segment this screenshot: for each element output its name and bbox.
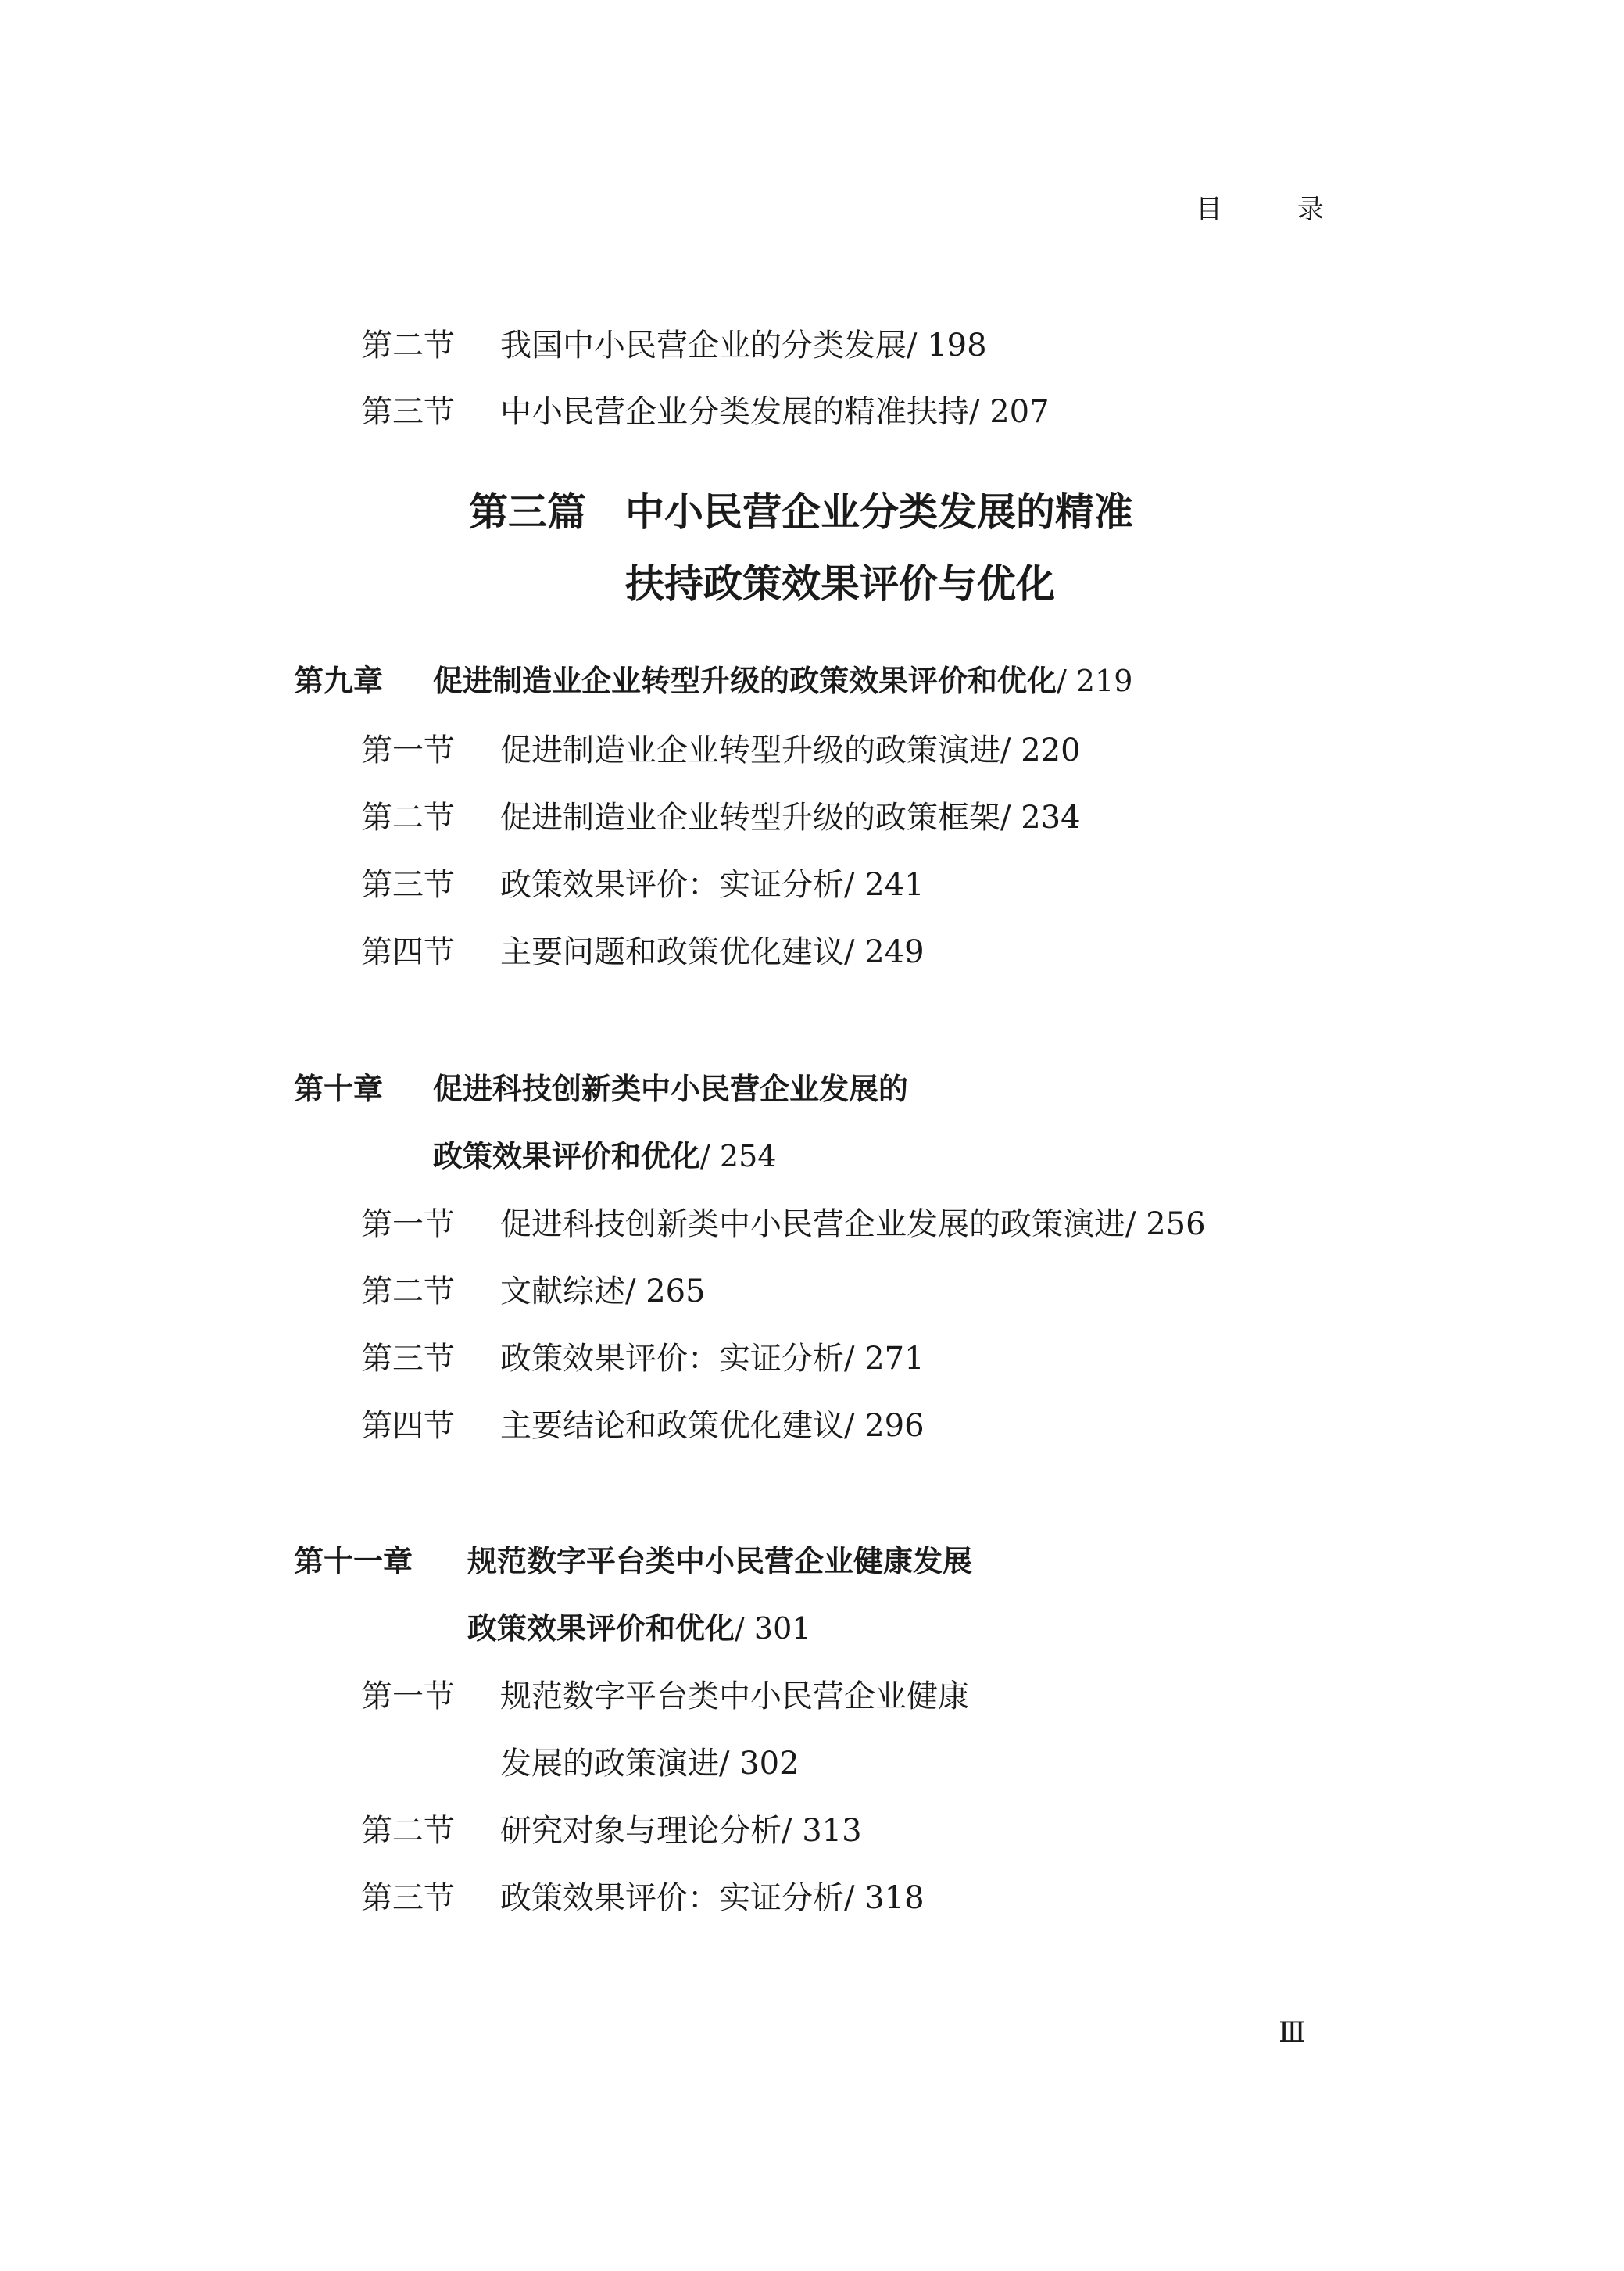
section-label: 第二节 [361, 1813, 455, 1849]
toc-section-entry [361, 396, 1050, 428]
section-title: 促进制造业企业转型升级的政策框架 [500, 800, 1000, 836]
part-label: 第三篇 [469, 489, 586, 535]
toc-section-entry-cont [500, 1746, 799, 1782]
section-label: 第三节 [361, 867, 455, 903]
section-title: 政策效果评价：实证分析 [500, 1341, 844, 1377]
toc-section-entry [361, 1882, 925, 1914]
section-title: 主要问题和政策优化建议 [500, 934, 844, 970]
part-title-text: 中小民营企业分类发展的精准 [625, 489, 1133, 535]
page-number: / 241 [844, 867, 925, 903]
page-number: / 198 [907, 328, 987, 364]
toc-section-entry [361, 1815, 862, 1847]
page-number: / 256 [1125, 1206, 1206, 1242]
section-title: 研究对象与理论分析 [500, 1813, 782, 1849]
toc-section-entry [361, 934, 925, 970]
chapter-title: 促进制造业企业转型升级的政策效果评价和优化 [433, 664, 1057, 698]
running-head-lu: 录 [1297, 194, 1324, 225]
section-label: 第四节 [361, 934, 455, 970]
toc-section-entry [361, 1678, 969, 1714]
section-title: 中小民营企业分类发展的精准扶持 [500, 394, 969, 430]
page-number: / 265 [625, 1273, 706, 1309]
chapter-label: 第九章 [294, 664, 384, 698]
page-number: / 296 [844, 1408, 925, 1444]
page-number: / 234 [1000, 800, 1081, 836]
toc-section-entry [361, 869, 925, 901]
section-label: 第四节 [361, 1408, 455, 1444]
section-title: 促进制造业企业转型升级的政策演进 [500, 733, 1000, 768]
page-number: / 207 [969, 394, 1050, 430]
section-title: 促进科技创新类中小民营企业发展的政策演进 [500, 1206, 1125, 1242]
toc-chapter-entry-cont [433, 1141, 776, 1171]
section-label: 第一节 [361, 1206, 455, 1242]
chapter-title: 促进科技创新类中小民营企业发展的 [433, 1072, 909, 1106]
section-title: 文献综述 [500, 1273, 625, 1309]
toc-chapter-entry [294, 666, 1132, 696]
section-label: 第二节 [361, 1273, 455, 1309]
toc-section-entry [361, 1206, 1206, 1242]
toc-chapter-entry [294, 1074, 908, 1104]
toc-section-entry [361, 1273, 706, 1309]
running-head [1196, 188, 1324, 226]
section-title: 政策效果评价：实证分析 [500, 1880, 844, 1916]
section-title: 政策效果评价：实证分析 [500, 867, 844, 903]
page-number: / 254 [700, 1139, 777, 1173]
toc-chapter-entry [294, 1546, 972, 1576]
page-number: / 219 [1057, 664, 1133, 698]
running-head-mu: 目 [1196, 194, 1222, 225]
page-number: / 220 [1000, 733, 1081, 768]
toc-chapter-entry-cont [467, 1611, 811, 1646]
section-label: 第三节 [361, 1880, 455, 1916]
page-number: / 302 [719, 1746, 799, 1782]
section-label: 第一节 [361, 1678, 455, 1714]
page-number: / 313 [782, 1813, 862, 1849]
section-title-cont: 发展的政策演进 [500, 1746, 719, 1782]
toc-section-entry [361, 800, 1081, 836]
page-folio: Ⅲ [1279, 2017, 1306, 2049]
chapter-label: 第十章 [294, 1072, 384, 1106]
section-label: 第二节 [361, 800, 455, 836]
chapter-title-cont: 政策效果评价和优化 [433, 1139, 701, 1173]
chapter-title-cont: 政策效果评价和优化 [467, 1611, 735, 1646]
toc-section-entry [361, 1341, 925, 1377]
section-label: 第三节 [361, 394, 455, 430]
section-label: 第二节 [361, 328, 455, 364]
toc-section-entry [361, 328, 987, 364]
part-title-text-2: 扶持政策效果评价与优化 [625, 561, 1055, 607]
part-title-line1 [469, 489, 1133, 535]
page-number: / 249 [844, 934, 925, 970]
chapter-label: 第十一章 [294, 1544, 413, 1578]
section-label: 第三节 [361, 1341, 455, 1377]
section-title: 我国中小民营企业的分类发展 [500, 328, 907, 364]
section-label: 第一节 [361, 733, 455, 768]
page-number: / 301 [735, 1611, 811, 1646]
page-number: / 271 [844, 1341, 925, 1377]
chapter-title: 规范数字平台类中小民营企业健康发展 [467, 1544, 973, 1578]
toc-section-entry [361, 1410, 925, 1442]
part-title-line2 [625, 561, 1055, 607]
section-title: 主要结论和政策优化建议 [500, 1408, 844, 1444]
page-number: / 318 [844, 1880, 925, 1916]
toc-section-entry [361, 735, 1081, 766]
section-title: 规范数字平台类中小民营企业健康 [500, 1678, 969, 1714]
